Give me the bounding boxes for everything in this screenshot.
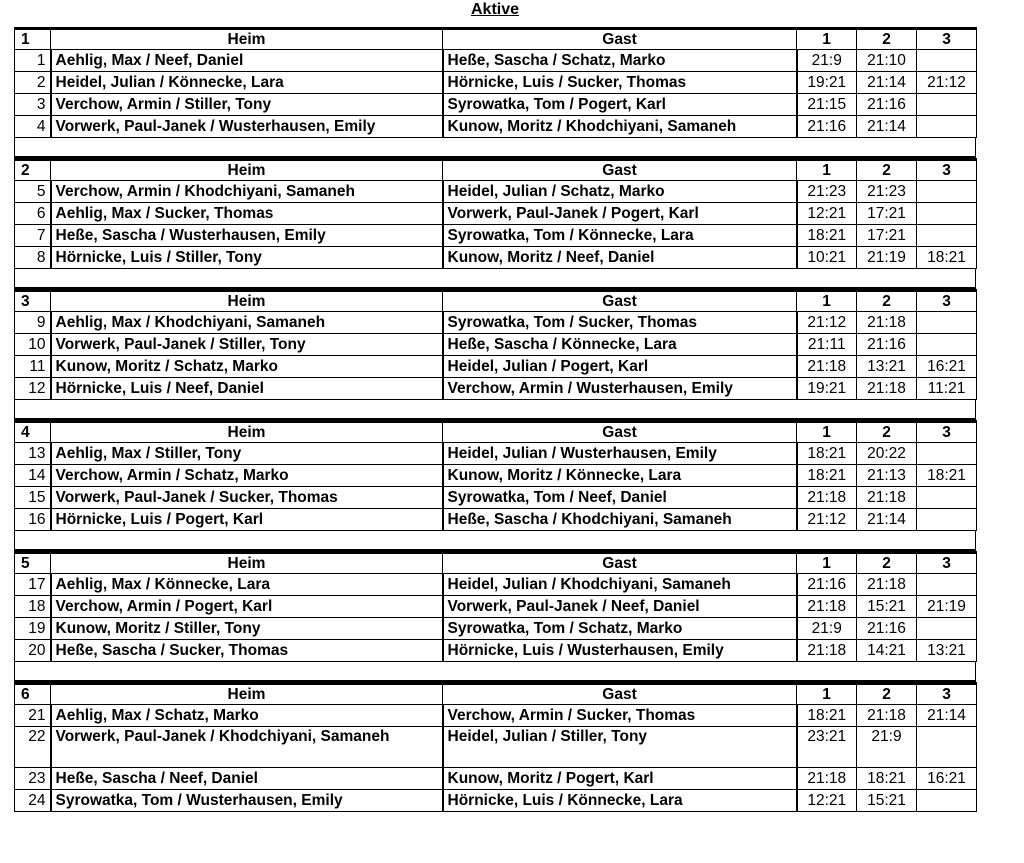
home-pair: Aehlig, Max / Neef, Daniel <box>51 50 443 72</box>
guest-header: Gast <box>443 160 797 181</box>
set3-header: 3 <box>917 160 977 181</box>
set1-score: 21:18 <box>797 768 857 790</box>
round-table <box>14 158 977 269</box>
set1-score: 10:21 <box>797 247 857 269</box>
guest-header: Gast <box>443 29 797 50</box>
match-row <box>15 768 977 790</box>
set1-score: 21:16 <box>797 116 857 138</box>
set1-score: 21:16 <box>797 574 857 596</box>
set2-score: 21:16 <box>857 334 917 356</box>
match-number: 21 <box>15 705 51 727</box>
match-row <box>15 50 977 72</box>
home-pair: Hörnicke, Luis / Pogert, Karl <box>51 509 443 531</box>
match-number: 20 <box>15 640 51 662</box>
set1-score: 19:21 <box>797 378 857 400</box>
match-row <box>15 443 977 465</box>
match-number: 12 <box>15 378 51 400</box>
set1-score: 18:21 <box>797 705 857 727</box>
set3-header: 3 <box>917 684 977 705</box>
round-number: 4 <box>15 422 51 443</box>
home-pair: Vorwerk, Paul-Janek / Stiller, Tony <box>51 334 443 356</box>
guest-pair: Vorwerk, Paul-Janek / Pogert, Karl <box>443 203 797 225</box>
home-header: Heim <box>51 422 443 443</box>
home-pair: Hörnicke, Luis / Neef, Daniel <box>51 378 443 400</box>
match-row <box>15 509 977 531</box>
home-header: Heim <box>51 684 443 705</box>
set2-score: 14:21 <box>857 640 917 662</box>
set2-score: 21:14 <box>857 116 917 138</box>
round-table <box>14 551 977 662</box>
match-row <box>15 705 977 727</box>
match-row <box>15 225 977 247</box>
set1-score: 18:21 <box>797 443 857 465</box>
set3-header: 3 <box>917 422 977 443</box>
match-row <box>15 640 977 662</box>
set1-score: 21:18 <box>797 640 857 662</box>
set1-score: 21:18 <box>797 596 857 618</box>
round-separator <box>14 662 976 682</box>
home-pair: Aehlig, Max / Könnecke, Lara <box>51 574 443 596</box>
match-number: 11 <box>15 356 51 378</box>
guest-pair: Heidel, Julian / Schatz, Marko <box>443 181 797 203</box>
set3-score <box>917 50 977 72</box>
set3-score <box>917 312 977 334</box>
set1-score: 21:12 <box>797 509 857 531</box>
home-header: Heim <box>51 160 443 181</box>
set2-score: 21:10 <box>857 50 917 72</box>
set3-score <box>917 790 977 812</box>
match-number: 13 <box>15 443 51 465</box>
set2-score: 21:18 <box>857 378 917 400</box>
set3-score <box>917 94 977 116</box>
round-number: 6 <box>15 684 51 705</box>
set1-score: 18:21 <box>797 225 857 247</box>
match-row <box>15 574 977 596</box>
set3-score: 16:21 <box>917 768 977 790</box>
set3-score <box>917 203 977 225</box>
guest-pair: Vorwerk, Paul-Janek / Neef, Daniel <box>443 596 797 618</box>
set2-score: 17:21 <box>857 225 917 247</box>
match-row <box>15 94 977 116</box>
match-row <box>15 116 977 138</box>
round-table <box>14 420 977 531</box>
match-number: 14 <box>15 465 51 487</box>
set3-score: 18:21 <box>917 465 977 487</box>
guest-pair: Kunow, Moritz / Könnecke, Lara <box>443 465 797 487</box>
home-pair: Heidel, Julian / Könnecke, Lara <box>51 72 443 94</box>
home-header: Heim <box>51 29 443 50</box>
match-number: 7 <box>15 225 51 247</box>
guest-pair: Heße, Sascha / Khodchiyani, Samaneh <box>443 509 797 531</box>
set2-score: 21:16 <box>857 94 917 116</box>
set1-score: 21:12 <box>797 312 857 334</box>
home-pair: Aehlig, Max / Sucker, Thomas <box>51 203 443 225</box>
home-pair: Heße, Sascha / Neef, Daniel <box>51 768 443 790</box>
match-number: 24 <box>15 790 51 812</box>
match-number: 17 <box>15 574 51 596</box>
round-separator <box>14 531 976 551</box>
guest-pair: Kunow, Moritz / Khodchiyani, Samaneh <box>443 116 797 138</box>
set1-score: 21:15 <box>797 94 857 116</box>
set3-score <box>917 225 977 247</box>
match-row <box>15 790 977 812</box>
guest-pair: Verchow, Armin / Wusterhausen, Emily <box>443 378 797 400</box>
set2-header: 2 <box>857 291 917 312</box>
home-pair: Aehlig, Max / Khodchiyani, Samaneh <box>51 312 443 334</box>
set1-score: 21:9 <box>797 618 857 640</box>
set2-score: 21:13 <box>857 465 917 487</box>
match-number: 1 <box>15 50 51 72</box>
home-pair: Vorwerk, Paul-Janek / Wusterhausen, Emily <box>51 116 443 138</box>
match-number: 6 <box>15 203 51 225</box>
round-number: 2 <box>15 160 51 181</box>
set3-score <box>917 116 977 138</box>
guest-header: Gast <box>443 422 797 443</box>
set2-header: 2 <box>857 160 917 181</box>
match-row <box>15 247 977 269</box>
set2-score: 21:18 <box>857 705 917 727</box>
match-row <box>15 618 977 640</box>
set2-score: 20:22 <box>857 443 917 465</box>
guest-pair: Syrowatka, Tom / Sucker, Thomas <box>443 312 797 334</box>
match-row <box>15 465 977 487</box>
match-number: 19 <box>15 618 51 640</box>
set1-score: 12:21 <box>797 203 857 225</box>
match-number: 5 <box>15 181 51 203</box>
set3-score <box>917 574 977 596</box>
set1-score: 12:21 <box>797 790 857 812</box>
set3-score <box>917 487 977 509</box>
set1-score: 21:23 <box>797 181 857 203</box>
results-sheet <box>14 27 976 812</box>
match-row <box>15 334 977 356</box>
set1-header: 1 <box>797 553 857 574</box>
guest-pair: Heidel, Julian / Wusterhausen, Emily <box>443 443 797 465</box>
guest-header: Gast <box>443 291 797 312</box>
guest-pair: Hörnicke, Luis / Könnecke, Lara <box>443 790 797 812</box>
set3-score <box>917 618 977 640</box>
round-separator <box>14 400 976 420</box>
guest-pair: Hörnicke, Luis / Wusterhausen, Emily <box>443 640 797 662</box>
guest-pair: Heße, Sascha / Könnecke, Lara <box>443 334 797 356</box>
guest-pair: Kunow, Moritz / Pogert, Karl <box>443 768 797 790</box>
match-number: 16 <box>15 509 51 531</box>
match-row <box>15 72 977 94</box>
set2-score: 21:16 <box>857 618 917 640</box>
round-header-row <box>15 553 977 574</box>
home-pair: Verchow, Armin / Pogert, Karl <box>51 596 443 618</box>
home-pair: Verchow, Armin / Khodchiyani, Samaneh <box>51 181 443 203</box>
set3-score <box>917 509 977 531</box>
set2-score: 18:21 <box>857 768 917 790</box>
match-number: 22 <box>15 727 51 768</box>
match-number: 2 <box>15 72 51 94</box>
match-row <box>15 727 977 768</box>
set1-score: 23:21 <box>797 727 857 768</box>
guest-pair: Syrowatka, Tom / Könnecke, Lara <box>443 225 797 247</box>
set1-score: 21:18 <box>797 356 857 378</box>
set2-header: 2 <box>857 553 917 574</box>
round-header-row <box>15 291 977 312</box>
match-row <box>15 487 977 509</box>
set2-header: 2 <box>857 684 917 705</box>
set3-header: 3 <box>917 29 977 50</box>
home-pair: Vorwerk, Paul-Janek / Sucker, Thomas <box>51 487 443 509</box>
set2-score: 21:9 <box>857 727 917 768</box>
match-row <box>15 312 977 334</box>
set3-score: 21:14 <box>917 705 977 727</box>
home-pair: Heße, Sascha / Wusterhausen, Emily <box>51 225 443 247</box>
guest-pair: Syrowatka, Tom / Schatz, Marko <box>443 618 797 640</box>
round-header-row <box>15 684 977 705</box>
guest-pair: Syrowatka, Tom / Pogert, Karl <box>443 94 797 116</box>
round-separator <box>14 138 976 158</box>
set2-score: 15:21 <box>857 790 917 812</box>
set3-score <box>917 334 977 356</box>
match-number: 15 <box>15 487 51 509</box>
round-header-row <box>15 160 977 181</box>
set2-score: 21:18 <box>857 487 917 509</box>
match-number: 18 <box>15 596 51 618</box>
set2-score: 17:21 <box>857 203 917 225</box>
match-number: 23 <box>15 768 51 790</box>
home-header: Heim <box>51 553 443 574</box>
round-separator <box>14 269 976 289</box>
guest-header: Gast <box>443 553 797 574</box>
set2-score: 21:18 <box>857 574 917 596</box>
home-pair: Aehlig, Max / Schatz, Marko <box>51 705 443 727</box>
match-number: 4 <box>15 116 51 138</box>
home-pair: Heße, Sascha / Sucker, Thomas <box>51 640 443 662</box>
guest-header: Gast <box>443 684 797 705</box>
set1-score: 19:21 <box>797 72 857 94</box>
match-row <box>15 378 977 400</box>
home-pair: Vorwerk, Paul-Janek / Khodchiyani, Samaneh <box>51 727 443 768</box>
guest-pair: Heidel, Julian / Khodchiyani, Samaneh <box>443 574 797 596</box>
home-pair: Kunow, Moritz / Stiller, Tony <box>51 618 443 640</box>
round-number: 1 <box>15 29 51 50</box>
guest-pair: Heidel, Julian / Pogert, Karl <box>443 356 797 378</box>
set3-header: 3 <box>917 291 977 312</box>
set2-score: 15:21 <box>857 596 917 618</box>
match-number: 9 <box>15 312 51 334</box>
round-header-row <box>15 29 977 50</box>
round-table <box>14 682 977 812</box>
set1-header: 1 <box>797 684 857 705</box>
round-header-row <box>15 422 977 443</box>
set2-header: 2 <box>857 422 917 443</box>
set3-score: 11:21 <box>917 378 977 400</box>
match-row <box>15 181 977 203</box>
home-pair: Syrowatka, Tom / Wusterhausen, Emily <box>51 790 443 812</box>
set2-header: 2 <box>857 29 917 50</box>
set1-score: 18:21 <box>797 465 857 487</box>
guest-pair: Kunow, Moritz / Neef, Daniel <box>443 247 797 269</box>
set3-score: 21:12 <box>917 72 977 94</box>
match-row <box>15 356 977 378</box>
home-pair: Kunow, Moritz / Schatz, Marko <box>51 356 443 378</box>
match-number: 8 <box>15 247 51 269</box>
guest-pair: Hörnicke, Luis / Sucker, Thomas <box>443 72 797 94</box>
home-pair: Verchow, Armin / Stiller, Tony <box>51 94 443 116</box>
set3-score: 13:21 <box>917 640 977 662</box>
home-pair: Verchow, Armin / Schatz, Marko <box>51 465 443 487</box>
match-row <box>15 203 977 225</box>
set3-score <box>917 443 977 465</box>
set3-score <box>917 181 977 203</box>
guest-pair: Heße, Sascha / Schatz, Marko <box>443 50 797 72</box>
set2-score: 21:23 <box>857 181 917 203</box>
set1-header: 1 <box>797 160 857 181</box>
guest-pair: Heidel, Julian / Stiller, Tony <box>443 727 797 768</box>
set1-header: 1 <box>797 291 857 312</box>
guest-pair: Syrowatka, Tom / Neef, Daniel <box>443 487 797 509</box>
guest-pair: Verchow, Armin / Sucker, Thomas <box>443 705 797 727</box>
home-pair: Hörnicke, Luis / Stiller, Tony <box>51 247 443 269</box>
set3-score: 21:19 <box>917 596 977 618</box>
set1-header: 1 <box>797 29 857 50</box>
match-number: 10 <box>15 334 51 356</box>
set2-score: 21:18 <box>857 312 917 334</box>
set3-score: 18:21 <box>917 247 977 269</box>
set1-header: 1 <box>797 422 857 443</box>
round-table <box>14 289 977 400</box>
match-row <box>15 596 977 618</box>
round-number: 5 <box>15 553 51 574</box>
set3-header: 3 <box>917 553 977 574</box>
set3-score <box>917 727 977 768</box>
set2-score: 21:14 <box>857 72 917 94</box>
match-number: 3 <box>15 94 51 116</box>
set2-score: 21:19 <box>857 247 917 269</box>
set1-score: 21:11 <box>797 334 857 356</box>
set2-score: 13:21 <box>857 356 917 378</box>
set1-score: 21:9 <box>797 50 857 72</box>
set1-score: 21:18 <box>797 487 857 509</box>
round-table <box>14 27 977 138</box>
set3-score: 16:21 <box>917 356 977 378</box>
set2-score: 21:14 <box>857 509 917 531</box>
page-title: Aktive <box>470 1 520 18</box>
home-pair: Aehlig, Max / Stiller, Tony <box>51 443 443 465</box>
round-number: 3 <box>15 291 51 312</box>
home-header: Heim <box>51 291 443 312</box>
